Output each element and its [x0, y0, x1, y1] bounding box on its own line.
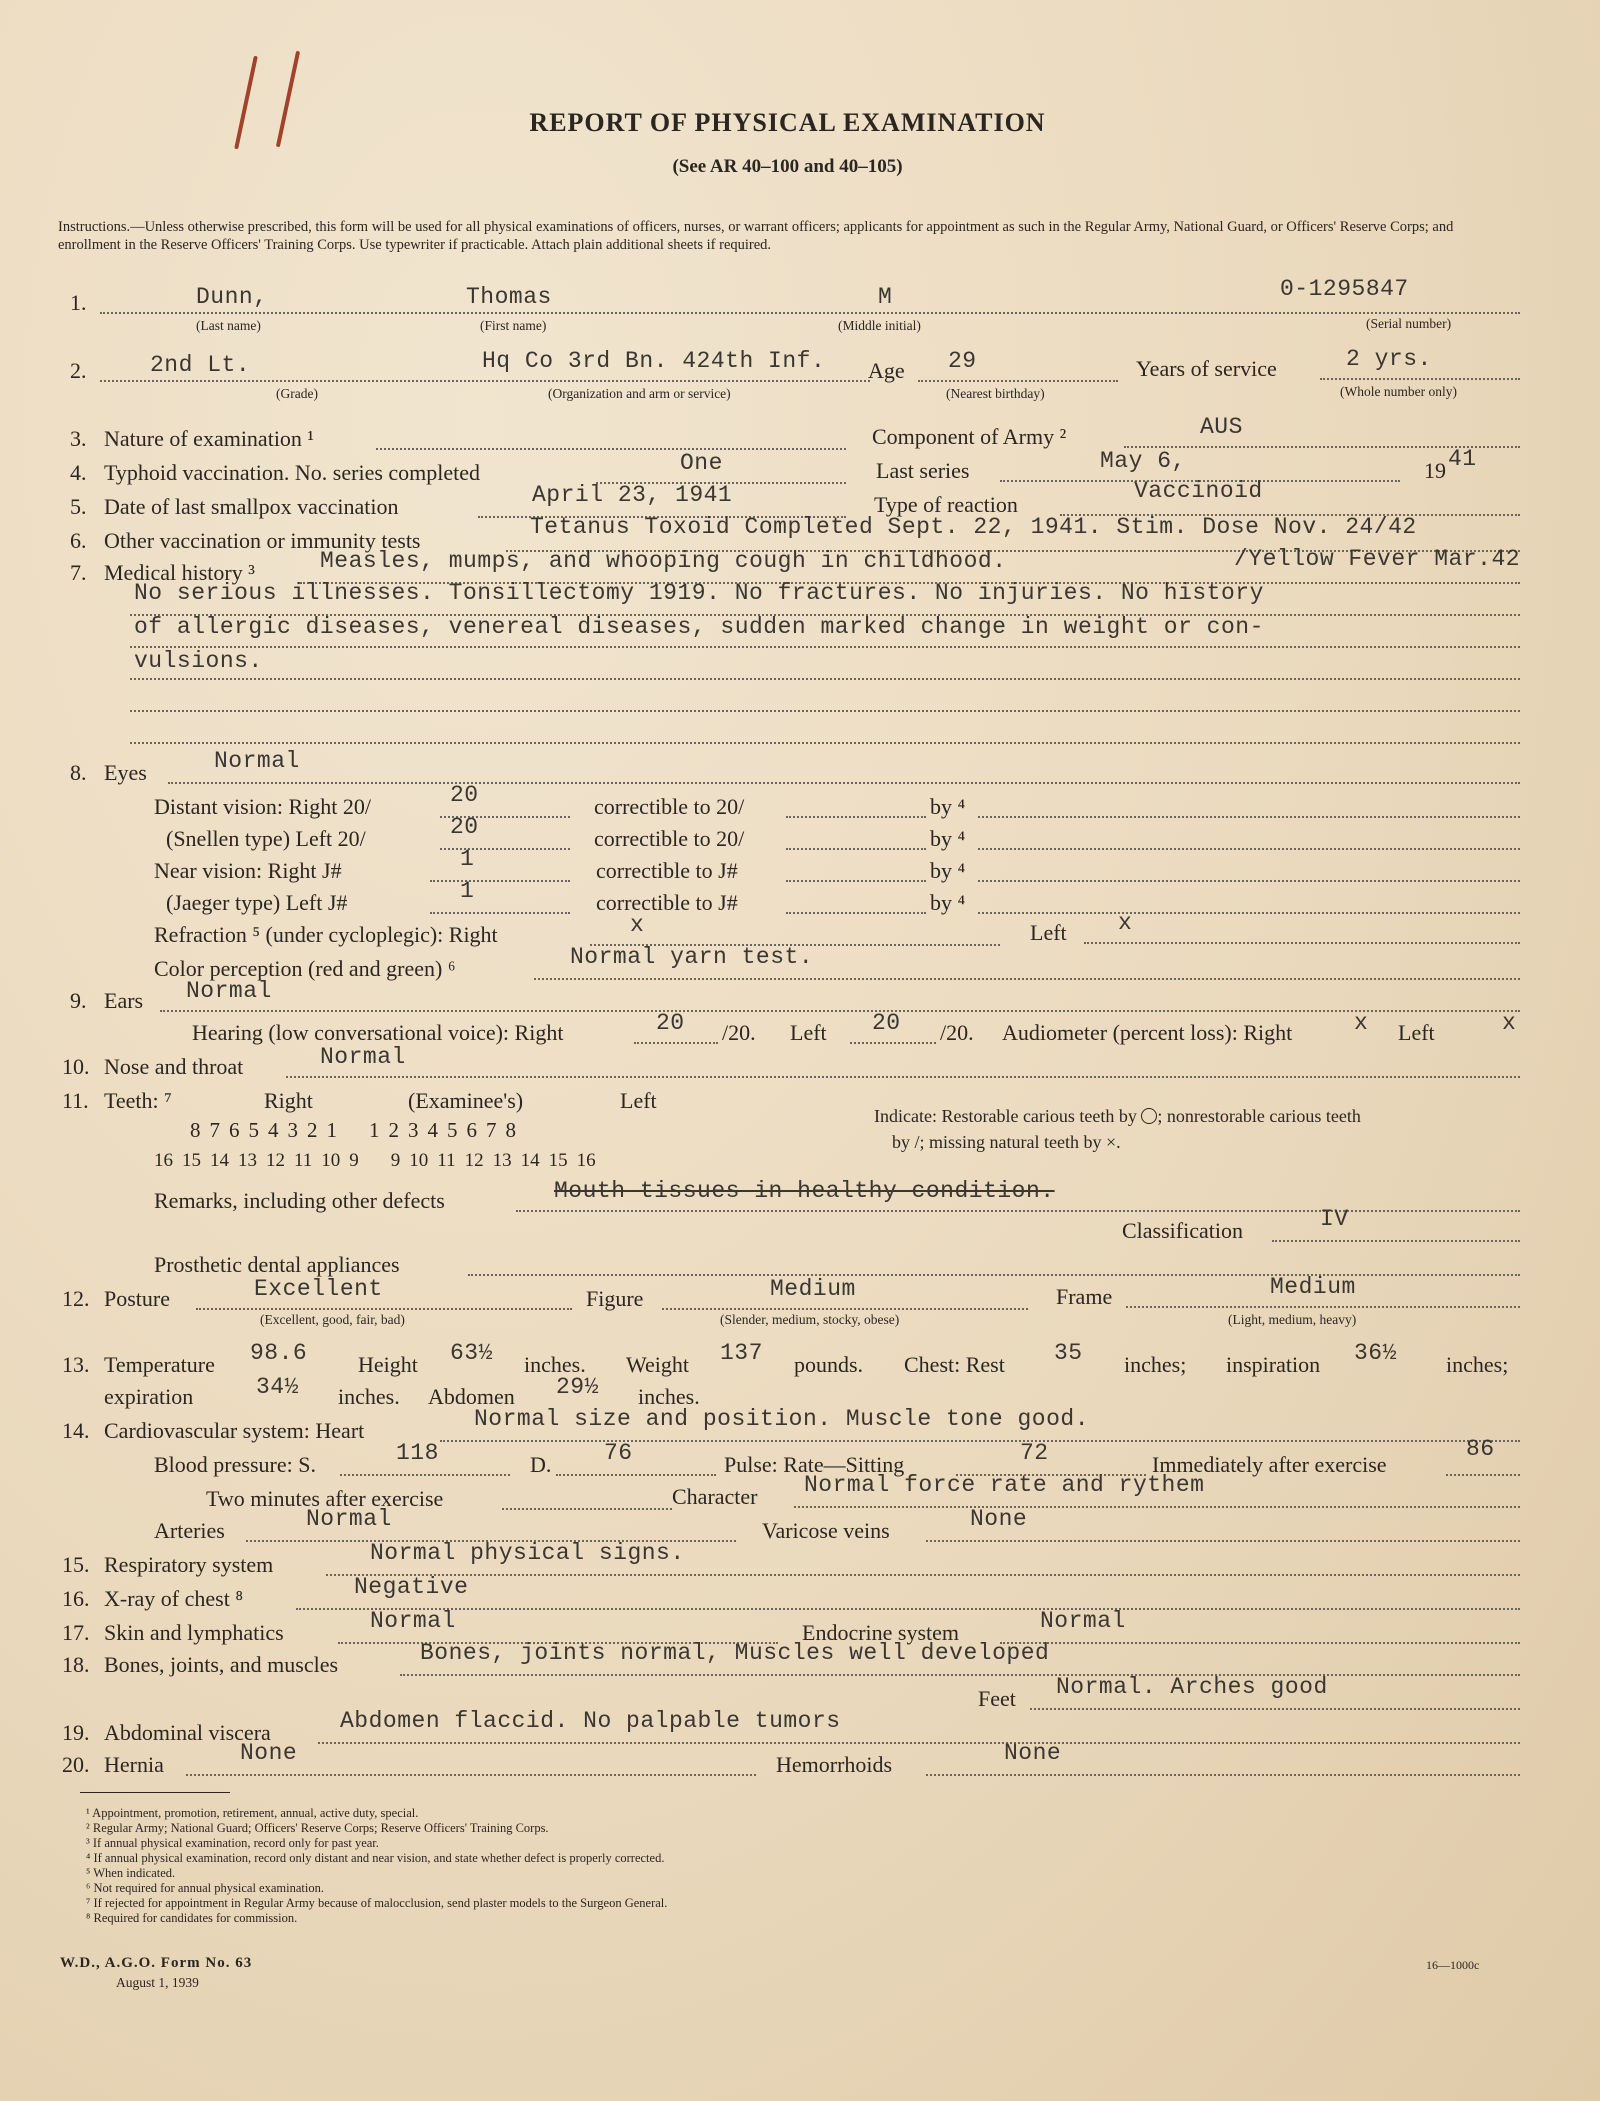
arteries-value: Normal: [306, 1506, 392, 1532]
refraction-label: Refraction ⁵ (under cycloplegic): Right: [154, 922, 498, 947]
middle-initial-caption: (Middle initial): [838, 318, 921, 333]
inspiration-label: inspiration: [1226, 1352, 1321, 1377]
refraction-left-label: Left: [1030, 920, 1067, 945]
footnotes: [86, 1806, 667, 1926]
tooth-number: 10: [409, 1150, 429, 1171]
age-label: Age: [868, 358, 905, 383]
color-perception-label: Color perception (red and green) ⁶: [154, 956, 456, 981]
teeth-examinee-label: (Examinee's): [408, 1088, 524, 1113]
last-name-caption: (Last name): [196, 318, 261, 333]
refraction-left-value: x: [1118, 910, 1133, 936]
pulse-value: 72: [1020, 1440, 1049, 1466]
item-number: 1.: [70, 290, 87, 315]
medical-history-addendum: /Yellow Fever Mar.42: [1234, 546, 1521, 572]
hernia-value: None: [240, 1740, 298, 1766]
grade-caption: (Grade): [276, 386, 318, 401]
tooth-number: 3: [287, 1118, 298, 1142]
footnote-item: ³ If annual physical examination, record only for past year.: [86, 1836, 379, 1850]
tooth-number: 1: [369, 1118, 380, 1142]
item-number: 8.: [70, 760, 87, 785]
tooth-number: 5: [447, 1118, 458, 1142]
after-exercise-value: 86: [1466, 1436, 1495, 1462]
distant-left-value: 20: [450, 814, 479, 840]
item-number: 15.: [62, 1552, 90, 1577]
hernia-label: Hernia: [104, 1752, 164, 1777]
serial-number-value: 0-1295847: [1280, 276, 1409, 302]
tooth-number: 14: [210, 1150, 229, 1171]
component-value: AUS: [1200, 414, 1243, 440]
last-name-value: Dunn,: [196, 284, 268, 310]
height-value: 63½: [450, 1340, 493, 1366]
last-series-value: May 6,: [1100, 448, 1186, 474]
endocrine-label: Endocrine system: [802, 1620, 960, 1645]
tooth-number: 5: [248, 1118, 259, 1142]
varicose-label: Varicose veins: [762, 1518, 890, 1543]
form-subtitle: (See AR 40–100 and 40–105): [672, 156, 903, 177]
nose-throat-label: Nose and throat: [104, 1054, 244, 1079]
ears-label: Ears: [104, 988, 144, 1013]
audiometer-label: Audiometer (percent loss): Right: [1002, 1020, 1293, 1045]
feet-label: Feet: [978, 1686, 1016, 1711]
remarks-value: Mouth tissues in healthy condition.: [554, 1178, 1055, 1204]
item-number: 16.: [62, 1586, 90, 1611]
pulse-label: Pulse: Rate—Sitting: [724, 1452, 905, 1477]
medical-history-line1: Measles, mumps, and whooping cough in childhood.: [320, 548, 1007, 574]
item-number: 3.: [70, 426, 87, 451]
systolic-value: 118: [396, 1440, 439, 1466]
correctible-label: correctible to 20/: [594, 794, 745, 819]
distant-vision-label: Distant vision: Right 20/: [154, 794, 371, 819]
footnote-item: ⁶ Not required for annual physical examination.: [86, 1881, 324, 1895]
medical-history-line3: of allergic diseases, venereal diseases, sudden marked change in weight or con-: [134, 614, 1264, 640]
item-number: 12.: [62, 1286, 90, 1311]
bones-label: Bones, joints, and muscles: [104, 1652, 339, 1677]
tooth-number: 6: [229, 1118, 240, 1142]
posture-value: Excellent: [254, 1276, 383, 1302]
slash-20: /20.: [940, 1020, 974, 1045]
by-label: by ⁴: [930, 826, 966, 851]
form-title: REPORT OF PHYSICAL EXAMINATION: [529, 108, 1046, 137]
abdominal-value: Abdomen flaccid. No palpable tumors: [340, 1708, 841, 1734]
footnote-item: ¹ Appointment, promotion, retirement, annual, active duty, special.: [86, 1806, 419, 1820]
audiometer-left-value: x: [1502, 1010, 1517, 1036]
smallpox-date-value: April 23, 1941: [532, 482, 733, 508]
tooth-number: 4: [427, 1118, 438, 1142]
tooth-number: 9: [390, 1150, 401, 1171]
weight-value: 137: [720, 1340, 763, 1366]
footnote-divider: [80, 1792, 230, 1793]
hearing-right-value: 20: [656, 1010, 685, 1036]
respiratory-value: Normal physical signs.: [370, 1540, 685, 1566]
teeth-lower-row: [154, 1150, 605, 1172]
xray-label: X-ray of chest ⁸: [104, 1586, 244, 1611]
remarks-label: Remarks, including other defects: [154, 1188, 445, 1213]
footnote-item: ⁷ If rejected for appointment in Regular Army because of malocclusion, send plaster models to the Surgeon General.: [86, 1896, 668, 1910]
height-label: Height: [358, 1352, 418, 1377]
near-vision-label: Near vision: Right J#: [154, 858, 342, 883]
temperature-value: 98.6: [250, 1340, 308, 1366]
years-of-service-value: 2 yrs.: [1346, 346, 1432, 372]
tooth-number: 12: [464, 1150, 484, 1171]
teeth-legend-text: Indicate: Restorable carious teeth by: [874, 1106, 1137, 1126]
ears-value: Normal: [186, 978, 272, 1004]
medical-history-label: Medical history ³: [104, 560, 255, 585]
tooth-number: 16: [576, 1150, 596, 1171]
year-prefix: 19: [1424, 458, 1446, 483]
refraction-right-value: x: [630, 912, 645, 938]
bp-label: Blood pressure: S.: [154, 1452, 316, 1477]
teeth-upper-row: [190, 1118, 525, 1143]
expiration-label: expiration: [104, 1384, 194, 1409]
age-value: 29: [948, 348, 977, 374]
organization-value: Hq Co 3rd Bn. 424th Inf.: [482, 348, 826, 374]
inches-label: inches.: [524, 1352, 586, 1377]
jaeger-left-label: (Jaeger type) Left J#: [166, 890, 348, 915]
classification-label: Classification: [1122, 1218, 1243, 1243]
eyes-label: Eyes: [104, 760, 147, 785]
audiometer-left-label: Left: [1398, 1020, 1435, 1045]
item-number: 17.: [62, 1620, 90, 1645]
age-caption: (Nearest birthday): [946, 386, 1045, 401]
skin-value: Normal: [370, 1608, 456, 1634]
arteries-label: Arteries: [154, 1518, 225, 1543]
tooth-number: 8: [505, 1118, 516, 1142]
tooth-number: 2: [307, 1118, 318, 1142]
item-number: 10.: [62, 1054, 90, 1079]
weight-label: Weight: [626, 1352, 689, 1377]
figure-caption: (Slender, medium, stocky, obese): [720, 1312, 900, 1327]
posture-label: Posture: [104, 1286, 170, 1311]
correctible-j-label: correctible to J#: [596, 858, 738, 883]
tooth-number: 12: [266, 1150, 285, 1171]
prosthetic-label: Prosthetic dental appliances: [154, 1252, 400, 1277]
figure-label: Figure: [586, 1286, 644, 1311]
tooth-number: 7: [486, 1118, 497, 1142]
color-perception-value: Normal yarn test.: [570, 944, 814, 970]
item-number: 5.: [70, 494, 87, 519]
tooth-number: 9: [349, 1150, 359, 1171]
hemorrhoids-label: Hemorrhoids: [776, 1752, 893, 1777]
frame-label: Frame: [1056, 1284, 1113, 1309]
hearing-label: Hearing (low conversational voice): Right: [192, 1020, 564, 1045]
nose-throat-value: Normal: [320, 1044, 406, 1070]
inches-label: inches.: [638, 1384, 700, 1409]
correctible-label: correctible to 20/: [594, 826, 745, 851]
respiratory-label: Respiratory system: [104, 1552, 274, 1577]
abdominal-label: Abdominal viscera: [104, 1720, 271, 1745]
tooth-number: 15: [182, 1150, 201, 1171]
cardiovascular-label: Cardiovascular system: Heart: [104, 1418, 365, 1443]
inches-label: inches;: [1124, 1352, 1187, 1377]
form-number: W.D., A.G.O. Form No. 63: [60, 1955, 253, 1971]
tooth-number: 1: [326, 1118, 337, 1142]
last-series-label: Last series: [876, 458, 970, 483]
first-name-value: Thomas: [466, 284, 552, 310]
footnote-item: ⁸ Required for candidates for commission.: [86, 1911, 298, 1925]
temperature-label: Temperature: [104, 1352, 215, 1377]
tooth-number: 7: [209, 1118, 220, 1142]
last-series-year: 41: [1448, 446, 1477, 472]
middle-initial-value: M: [878, 284, 893, 310]
teeth-left-label: Left: [620, 1088, 657, 1113]
item-number: 20.: [62, 1752, 90, 1777]
reaction-label: Type of reaction: [874, 492, 1018, 517]
inches-label: inches;: [1446, 1352, 1509, 1377]
frame-value: Medium: [1270, 1274, 1356, 1300]
reaction-value: Vaccinoid: [1134, 478, 1263, 504]
by-label: by ⁴: [930, 890, 966, 915]
item-number: 11.: [62, 1088, 89, 1113]
form-date: August 1, 1939: [116, 1975, 199, 1990]
grade-value: 2nd Lt.: [150, 352, 251, 378]
tooth-number: 10: [321, 1150, 341, 1171]
first-name-caption: (First name): [480, 318, 547, 333]
other-vaccination-value: Tetanus Toxoid Completed Sept. 22, 1941. Stim. Dose Nov. 24/42: [530, 514, 1417, 540]
figure-value: Medium: [770, 1276, 856, 1302]
tooth-number: 3: [408, 1118, 419, 1142]
instructions-text: Instructions.—Unless otherwise prescribed, this form will be used for all physical examinations of officers, nurses, or warrant officers; applicants for appointment as such in the Regular Army, National Guard, or Officers' Reserve Corps; and enrollment in the Reserve Officers' Training Corps. Use typewriter if practicable. Attach plain additional sheets if required.: [58, 219, 1454, 253]
medical-history-line2: No serious illnesses. Tonsillectomy 1919. No fractures. No injuries. No history: [134, 580, 1264, 606]
tooth-number: 11: [294, 1150, 313, 1171]
tooth-number: 14: [520, 1150, 540, 1171]
pounds-label: pounds.: [794, 1352, 864, 1377]
posture-caption: (Excellent, good, fair, bad): [260, 1312, 405, 1327]
by-label: by ⁴: [930, 858, 966, 883]
tooth-number: 15: [548, 1150, 568, 1171]
typhoid-series-value: One: [680, 450, 723, 476]
years-of-service-label: Years of service: [1136, 356, 1277, 381]
footnote-item: ² Regular Army; National Guard; Officers' Reserve Corps; Reserve Officers' Training Corps.: [86, 1821, 549, 1835]
item-number: 2.: [70, 358, 87, 383]
abdomen-label: Abdomen: [428, 1384, 515, 1409]
footnote-item: ⁴ If annual physical examination, record only distant and near vision, and state whether defect is properly corrected.: [86, 1851, 665, 1865]
character-label: Character: [672, 1484, 758, 1509]
footnote-item: ⁵ When indicated.: [86, 1866, 176, 1880]
tooth-number: 6: [466, 1118, 477, 1142]
skin-label: Skin and lymphatics: [104, 1620, 284, 1645]
teeth-legend-text: ; nonrestorable carious teeth: [1157, 1106, 1361, 1126]
near-right-value: 1: [460, 846, 475, 872]
near-left-value: 1: [460, 878, 475, 904]
inspiration-value: 36½: [1354, 1340, 1397, 1366]
medical-history-line4: vulsions.: [134, 648, 263, 674]
typhoid-label: Typhoid vaccination. No. series completed: [104, 460, 481, 485]
tooth-number: 11: [437, 1150, 456, 1171]
diastolic-label: D.: [530, 1452, 552, 1477]
tooth-number: 8: [190, 1118, 201, 1142]
organization-caption: (Organization and arm or service): [548, 386, 731, 401]
item-number: 13.: [62, 1352, 90, 1377]
tooth-number: 13: [238, 1150, 257, 1171]
expiration-value: 34½: [256, 1374, 299, 1400]
snellen-left-label: (Snellen type) Left 20/: [166, 826, 366, 851]
by-label: by ⁴: [930, 794, 966, 819]
endocrine-value: Normal: [1040, 1608, 1126, 1634]
nature-of-exam-label: Nature of examination ¹: [104, 426, 315, 451]
other-vaccination-label: Other vaccination or immunity tests: [104, 528, 421, 553]
chest-rest-value: 35: [1054, 1340, 1083, 1366]
item-number: 4.: [70, 460, 87, 485]
distant-right-value: 20: [450, 782, 479, 808]
feet-value: Normal. Arches good: [1056, 1674, 1328, 1700]
tooth-number: 2: [388, 1118, 399, 1142]
xray-value: Negative: [354, 1574, 469, 1600]
teeth-legend: [874, 1106, 1361, 1127]
tooth-number: 16: [154, 1150, 173, 1171]
years-caption: (Whole number only): [1340, 384, 1457, 399]
abdomen-value: 29½: [556, 1374, 599, 1400]
slash-20: /20.: [722, 1020, 756, 1045]
two-minutes-label: Two minutes after exercise: [206, 1486, 444, 1511]
hemorrhoids-value: None: [1004, 1740, 1062, 1766]
character-value: Normal force rate and rythem: [804, 1472, 1205, 1498]
chest-rest-label: Chest: Rest: [904, 1352, 1005, 1377]
print-code: 16—1000c: [1426, 1958, 1480, 1972]
component-label: Component of Army ²: [872, 424, 1067, 449]
circle-icon: [1141, 1108, 1157, 1124]
tooth-number: 4: [268, 1118, 279, 1142]
hearing-left-label: Left: [790, 1020, 827, 1045]
bones-value: Bones, joints normal, Muscles well developed: [420, 1640, 1050, 1666]
heart-value: Normal size and position. Muscle tone good.: [474, 1406, 1089, 1432]
frame-caption: (Light, medium, heavy): [1228, 1312, 1357, 1327]
smallpox-label: Date of last smallpox vaccination: [104, 494, 399, 519]
classification-value: IV: [1320, 1206, 1349, 1232]
item-number: 6.: [70, 528, 87, 553]
teeth-right-label: Right: [264, 1088, 313, 1113]
eyes-value: Normal: [214, 748, 300, 774]
item-number: 7.: [70, 560, 87, 585]
teeth-label: Teeth: ⁷: [104, 1088, 172, 1113]
item-number: 14.: [62, 1418, 90, 1443]
hearing-left-value: 20: [872, 1010, 901, 1036]
varicose-value: None: [970, 1506, 1028, 1532]
diastolic-value: 76: [604, 1440, 633, 1466]
inches-label: inches.: [338, 1384, 400, 1409]
correctible-j-label: correctible to J#: [596, 890, 738, 915]
teeth-legend-2: by /; missing natural teeth by ×.: [892, 1132, 1121, 1152]
item-number: 19.: [62, 1720, 90, 1745]
audiometer-right-value: x: [1354, 1010, 1369, 1036]
item-number: 9.: [70, 988, 87, 1013]
tooth-number: 13: [492, 1150, 512, 1171]
item-number: 18.: [62, 1652, 90, 1677]
after-exercise-label: Immediately after exercise: [1152, 1452, 1387, 1477]
serial-number-caption: (Serial number): [1366, 316, 1452, 331]
